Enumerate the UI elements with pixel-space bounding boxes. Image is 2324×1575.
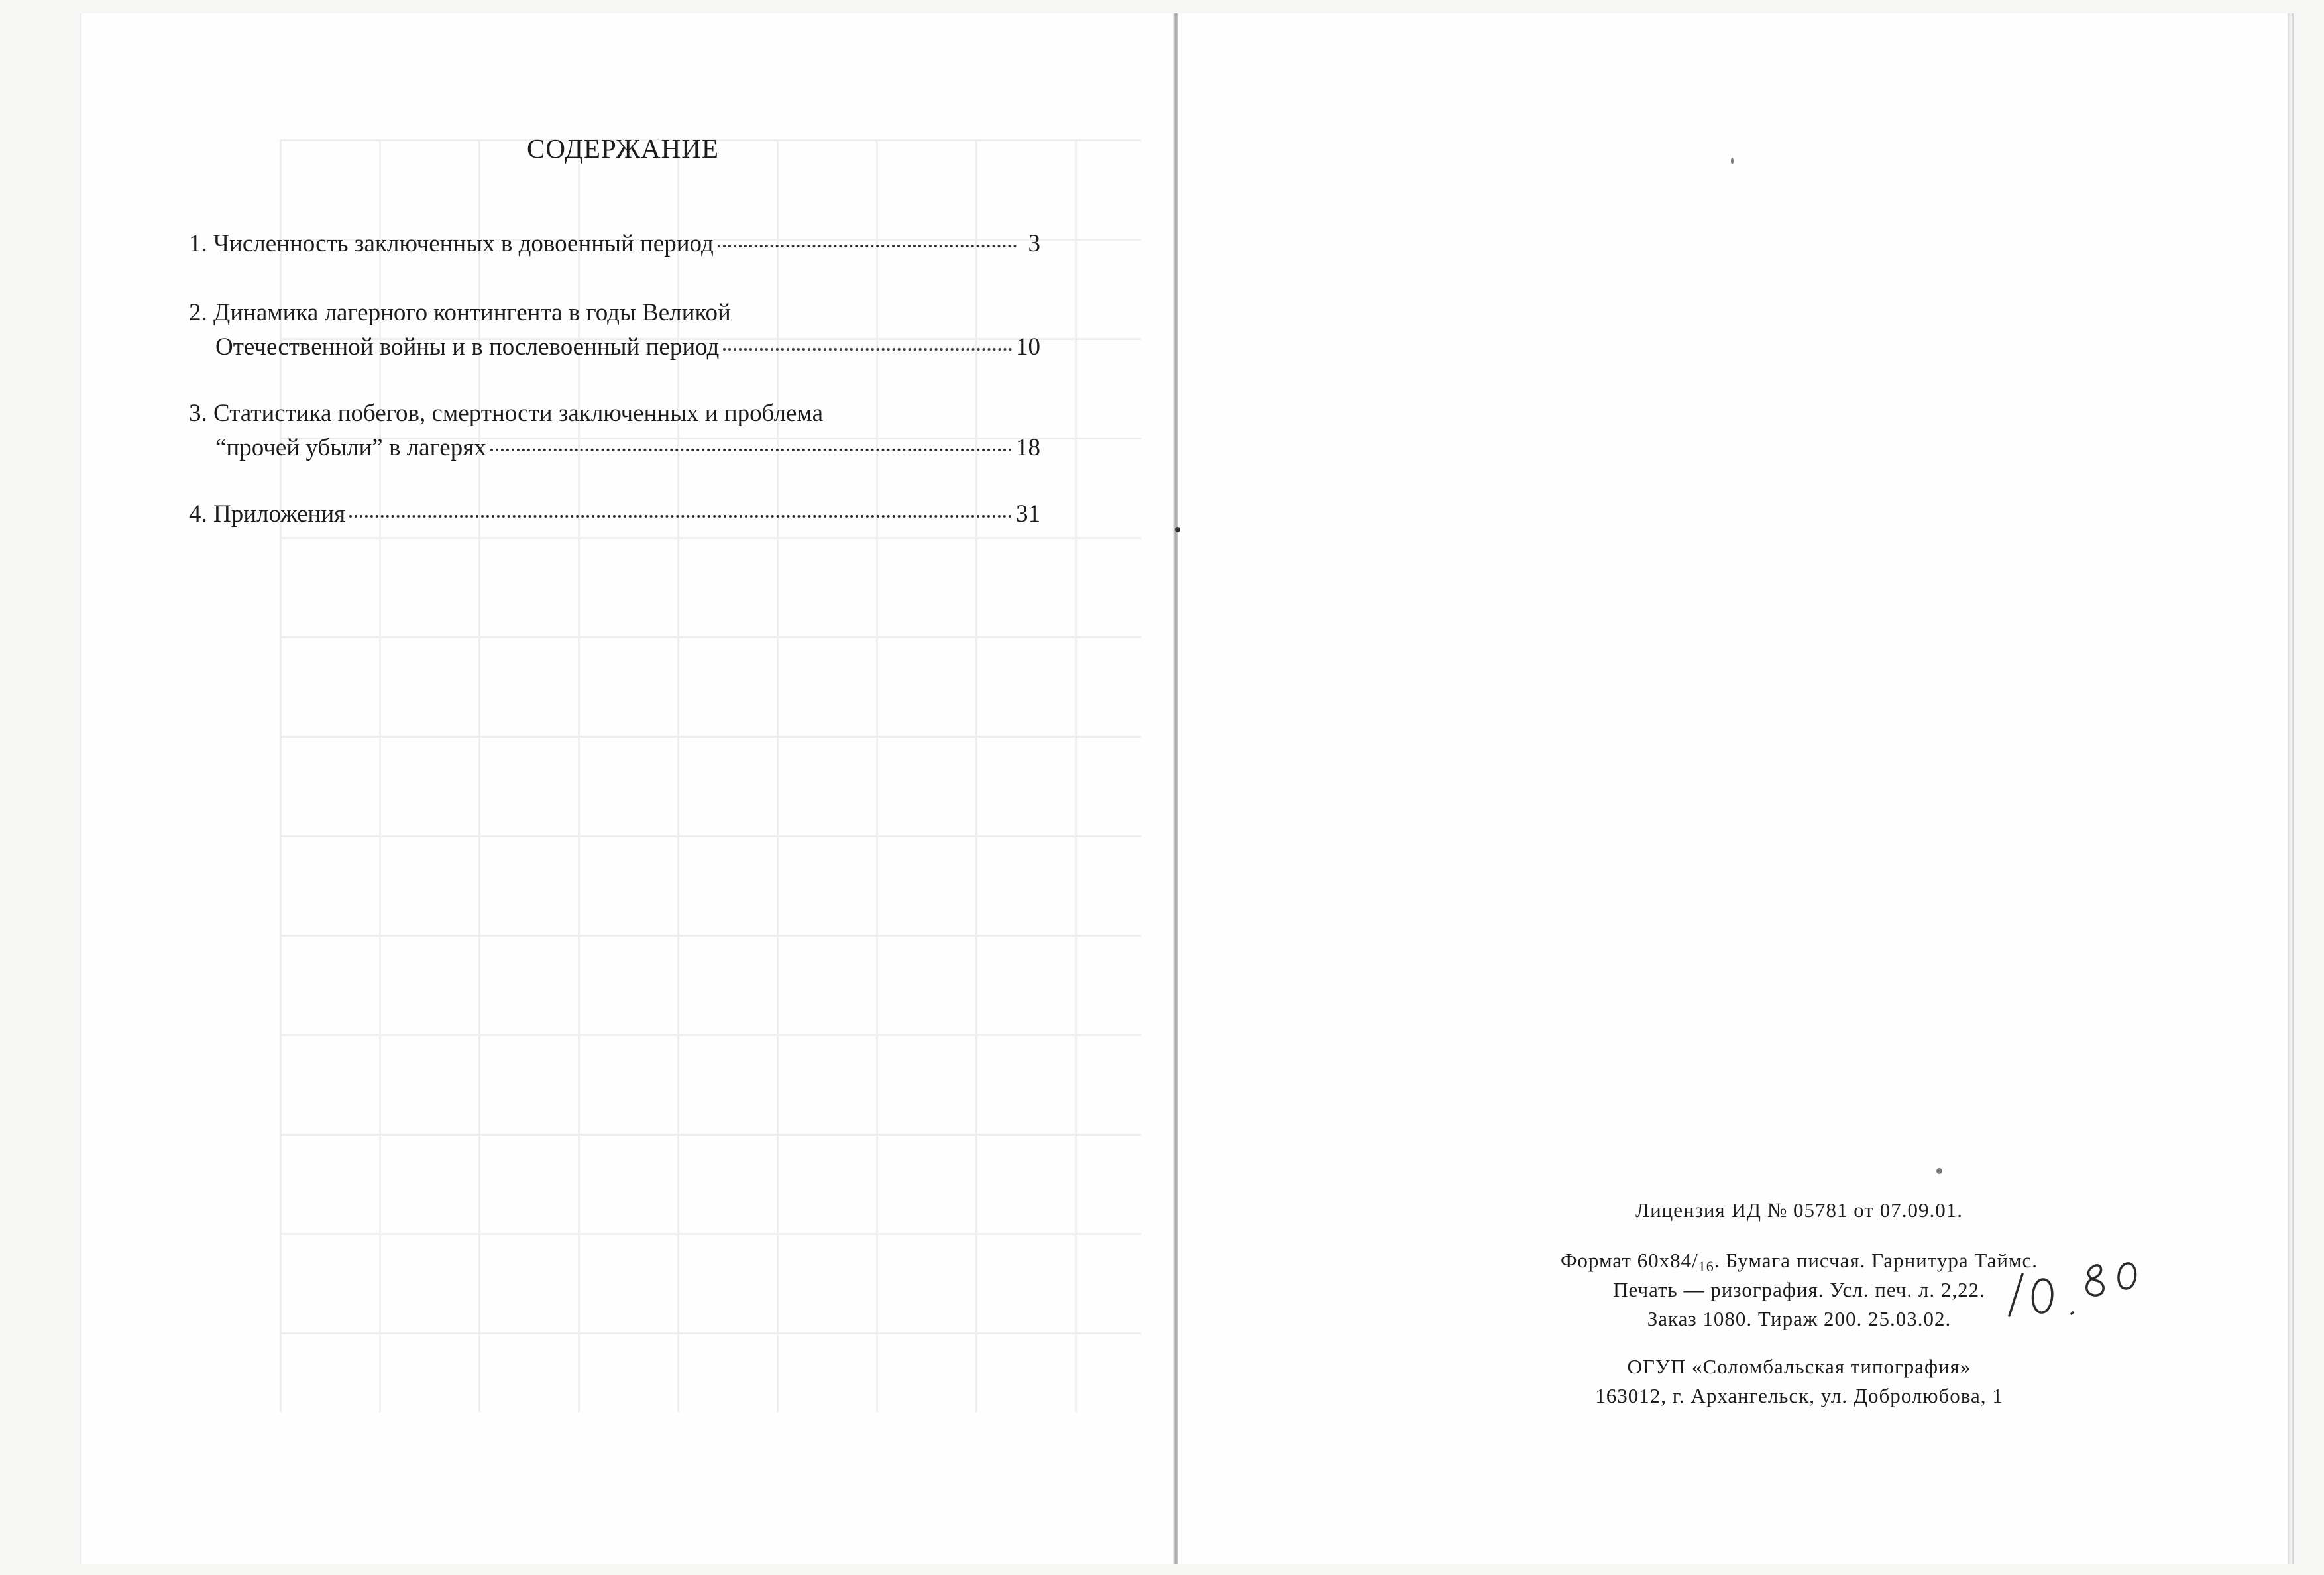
toc-leader-dots bbox=[349, 495, 1012, 518]
format-suffix: . Бумага писчая. Гарнитура Таймс. bbox=[1714, 1249, 2038, 1272]
handwritten-digit-zero bbox=[2032, 1279, 2052, 1312]
toc-entry-1[interactable] bbox=[189, 227, 1040, 261]
toc-leader-dots bbox=[490, 429, 1012, 451]
handwritten-digit-eight bbox=[2087, 1265, 2103, 1295]
order-line: Заказ 1080. Тираж 200. 25.03.02. bbox=[1647, 1307, 1952, 1330]
toc-entry-text: 2. Динамика лагерного контингента в годы Великой bbox=[189, 299, 731, 326]
page-edge bbox=[2288, 13, 2292, 1564]
format-prefix: Формат 60x84/ bbox=[1560, 1249, 1698, 1272]
toc-entry-text: Отечественной войны и в послевоенный период bbox=[215, 333, 720, 361]
format-subscript: 16 bbox=[1698, 1258, 1714, 1275]
toc-entry-3[interactable] bbox=[189, 396, 1040, 465]
toc-leader-dots bbox=[718, 225, 1017, 247]
print-line: Печать — ризография. Усл. печ. л. 2,22. bbox=[1613, 1278, 1985, 1301]
toc-entry-text: “прочей убыли” в лагерях bbox=[215, 434, 486, 461]
handwritten-digit-one bbox=[2009, 1274, 2022, 1316]
toc-page-number: 3 bbox=[1028, 230, 1040, 257]
handwritten-digit-zero-2 bbox=[2119, 1263, 2136, 1289]
handwritten-price bbox=[2001, 1240, 2160, 1339]
toc-title: СОДЕРЖАНИЕ bbox=[527, 133, 719, 164]
toc-entry-text: 1. Численность заключенных в довоенный период bbox=[189, 230, 714, 257]
toc-entry-2[interactable] bbox=[189, 296, 1040, 365]
toc-entry-text: 3. Статистика побегов, смертности заключенных и проблема bbox=[189, 400, 823, 427]
publisher-name: ОГУП «Соломбальская типография» bbox=[1627, 1355, 1971, 1378]
license-line: Лицензия ИД № 05781 от 07.09.01. bbox=[1635, 1198, 1963, 1222]
handwritten-dot bbox=[2072, 1312, 2073, 1314]
toc-entry-text: 4. Приложения bbox=[189, 500, 346, 528]
publisher-address: 163012, г. Архангельск, ул. Добролюбова, 1 bbox=[1595, 1384, 2003, 1407]
toc-page-number: 18 bbox=[1016, 434, 1040, 461]
toc-entry-4[interactable] bbox=[189, 497, 1040, 532]
toc-page-number: 10 bbox=[1016, 333, 1040, 361]
toc-page-number: 31 bbox=[1016, 500, 1040, 528]
toc-leader-dots bbox=[723, 328, 1012, 351]
